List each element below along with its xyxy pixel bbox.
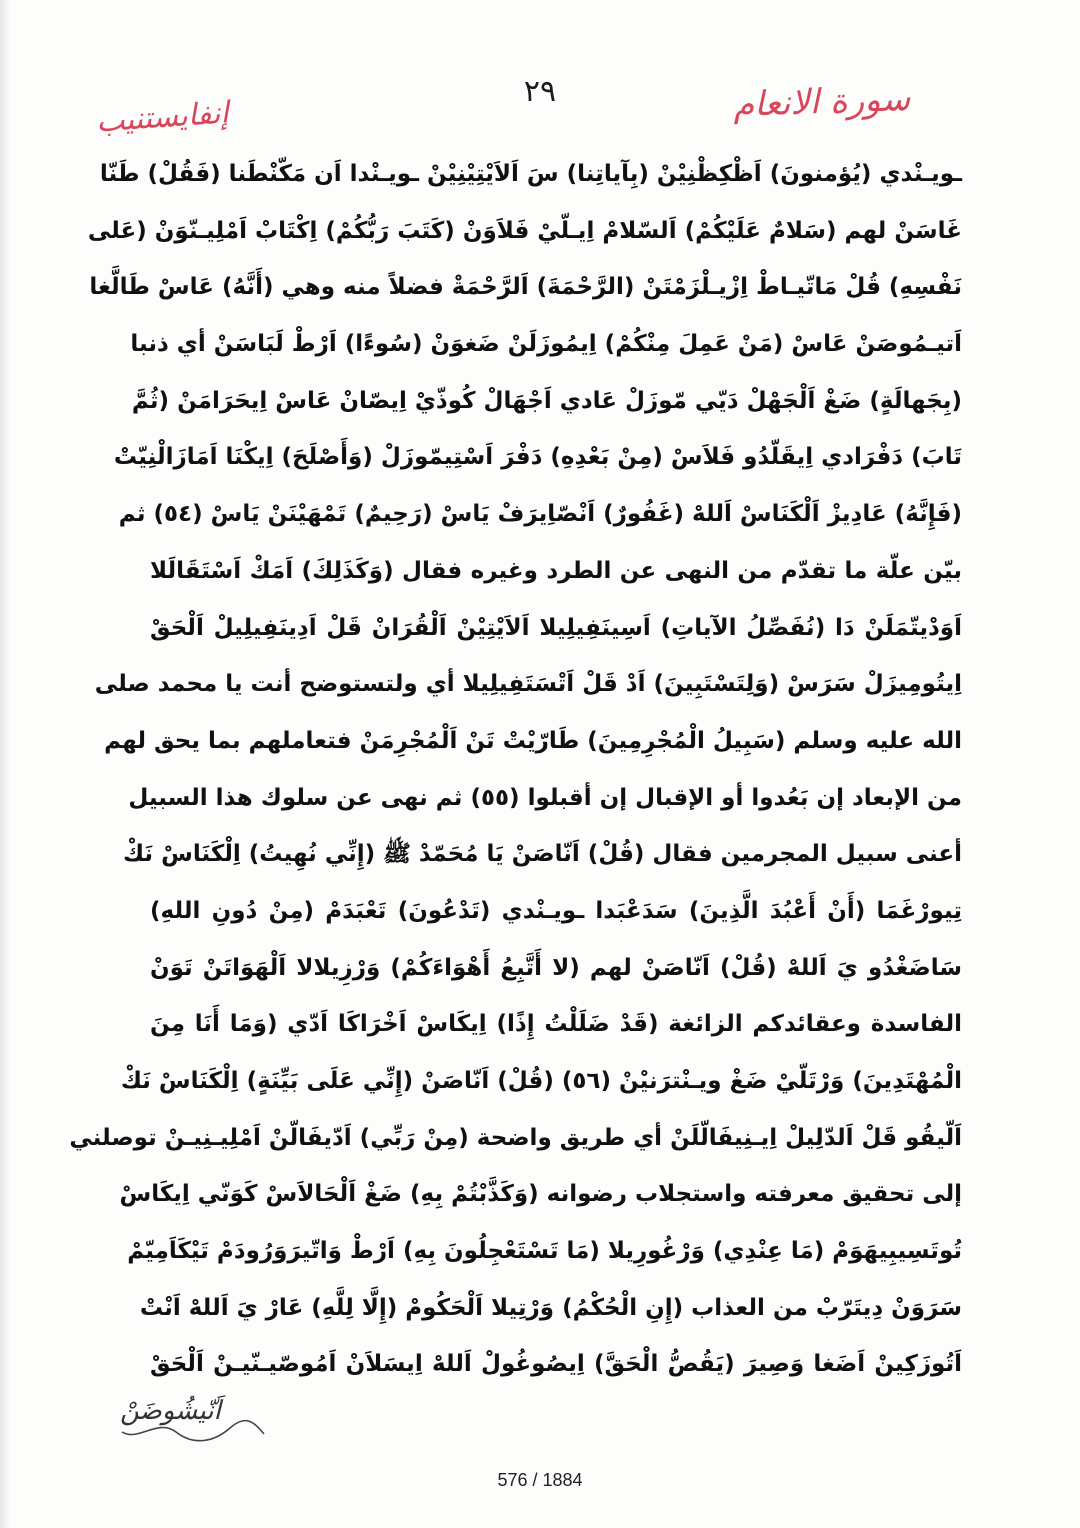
text-line: اَوَدْيتّمَلَنْ دَا (نُفَصِّلُ الآياتِ) اَسِينَفِيلِيلا اَلاَيْتِيْنْ اَلْقُرَانْ قَلْ اَدِينَفِيلِيلْ اَلْحَقْ [150, 614, 962, 641]
text-line: إلى تحقيق معرفته واستجلاب رضوانه (وَكَذَّبْتُمْ بِهِ) ضَغْ اَلْحَالاَسْ كَوَنّي اِيكَاسْ [119, 1181, 962, 1208]
text-body [69, 146, 962, 1393]
text-line: نَفْسِهِ) قُلْ مَاتّيـاطْ اِزْيـلْزَمْتَنْ (الرَّحْمَةَ) اَلرَّحْمَةْ فضلاً منه وهي (أَنَّهُ) عَاسْ طَالَّغا [89, 274, 962, 301]
text-line: الْمُهْتَدِينَ) وَرْتَلّيْ ضَغْ ويـنْترَنيْنْ (٥٦) (قُلْ) اَنّاصَنْ (إِنِّي عَلَى بَيِّنَةٍ) اِلْكَنَاسْ نَكْ [120, 1068, 962, 1094]
text-line: بيّن علّة ما تقدّم من النهى عن الطرد وغيره فقال (وَكَذَلِكَ) اَمَكْ اَسْتَقَالَلا [150, 557, 962, 584]
text-line: الله عليه وسلم (سَبِيلُ الْمُجْرِمِينَ) طَارّيْتْ تَنْ اَلْمُجْرِمَنْ فتعاملهم بما يحق لهم [104, 727, 962, 754]
page-edge-shadow [0, 0, 10, 1528]
handwritten-margin-note: إنفايستنيب [94, 95, 230, 140]
handwritten-underline-squiggle [118, 1408, 268, 1448]
text-line: (بِجَهالَةٍ) ضَغْ اَلْجَهْلْ دَيّي مّوزَلْ عَادي اَجْهَالْ كُوذّيْ اِيصّانْ عَاسْ اِيحَرَامَنْ (ثُمَّ [131, 387, 962, 414]
text-line: اِيتُومِيزَلْ سَرَسْ (وَلِتَسْتَبِينَ) اَدْ قَلْ اَتْسَتَفِيلِيلا أي ولتستوضح أنت يا محمد صلى [94, 671, 962, 698]
text-line: سَاضَغْدُو يَ اَللهْ (قُلْ) اَنّاصَنْ لهم (لا أَتَّبِعُ أَهْوَاءَكُمْ) وَرْزِيلالا اَلْهَوَاتَنْ تَوَنْ [150, 954, 962, 981]
text-line: من الإبعاد إن بَعُدوا أو الإقبال إن أقبلوا (٥٥) ثم نهى عن سلوك هذا السبيل [128, 784, 962, 811]
text-line: الفاسدة وعقائدكم الزائغة (قَدْ ضَلَلْتُ إِذًا) اِيكَاسْ اَخْرَاكَا اَدّي (وَمَا أَنَا مِنَ [150, 1011, 962, 1038]
text-line: اَلّيقُو قَلْ اَلدّلِيلْ اِيـنِيفَالّلَنْ أي طريق واضحة (مِنْ رَبِّي) اَدّيفَالّنْ اَمْلِيـنِيـنْ توصلني [69, 1124, 962, 1151]
page-header [0, 60, 1080, 150]
text-line: تَابَ) دَفْرَادي اِيقَلّدُو فَلاَسْ (مِنْ بَعْدِهِ) دَفْرَ اَسْتِيمّوزَلْ (وَأَصْلَحَ) اِيكْنَا اَمَازَالْنِيّتْ [113, 444, 962, 471]
text-line: ـويـنْدي (يُؤمنونَ) اَظْكِظْنِيْنْ (بِآياتِنا) سَ اَلاَيْتِيْنِيْنْ ـويـنْدا اَن مَكّنْطَنا (فَقُلْ) طَنّا [99, 161, 962, 187]
text-line: غَاسَنْ لهم (سَلامٌ عَلَيْكُمْ) اَلسّلامْ اِيـلّيْ فَلاَوَنْ (كَتَبَ رَبُّكُمْ) اِكْتَابْ اَمْلِيـنّوَنْ (عَلى [87, 217, 962, 244]
pdf-page-counter: 576 / 1884 [497, 1470, 583, 1490]
text-line: تِيورْغَمَا (أَنْ أَعْبُدَ الَّذِينَ) سَدَعْبَدا ـويـنْدي (تَدْعُونَ) تَعْبَدَمْ (مِنْ دُونِ اللهِ) [150, 897, 962, 924]
text-line: (فَإِنَّهُ) عَادِيزْ اَلْكَنَاسْ اَللهْ (غَفُورٌ) اَنْصّاِيرَفْ يَاسْ (رَحِيمٌ) تَمْهَيْنَنْ يَاسْ (٥٤) ثم [118, 501, 962, 528]
text-line: سَرَوَنْ دِيتَرّبْ من العذاب (إِنِ الْحُكْمُ) وَرْتِيلا اَلْحَكُومْ (إِلَّا لِلَّهِ) عَارْ يَ اَللهْ اَنْتْ [139, 1294, 962, 1321]
text-line: اَتيـمُوصَنْ عَاسْ (مَنْ عَمِلَ مِنْكُمْ) اِيمُوزَلَنْ ضَغوَنْ (سُوءًا) اَرْطْ لَبَاسَنْ أي ذنبا [130, 331, 962, 358]
text-line: اَتُوزَكِينْ اَضَغا وَصِيرَ (يَقُصُّ الْحَقَّ) اِيصُوغُولْ اَللهْ اِيسَلاَنْ اَمُوصّيـنّيـنْ اَلْحَقْ [150, 1351, 962, 1378]
handwritten-bottom-note: اَنّيشُوضَنْ [120, 1396, 221, 1426]
page-number: ٢٩ [523, 74, 557, 109]
handwritten-surah-title: سورة الانعام [732, 78, 911, 126]
text-line: تُوتَسِيبِيهَوَمْ (مَا عِنْدِي) وَرْغُورِيلا (مَا تَسْتَعْجِلُونَ بِهِ) اَرْطْ وَاتّيرَوَرُودَمْ تَيْكَاَمِيّمْ [127, 1238, 962, 1265]
text-line: أعنى سبيل المجرمين فقال (قُلْ) اَنّاصَنْ يَا مُحَمّدْ ﷺ (إِنِّي نُهِيتُ) اِلْكَنَاسْ نَكْ [123, 841, 962, 868]
